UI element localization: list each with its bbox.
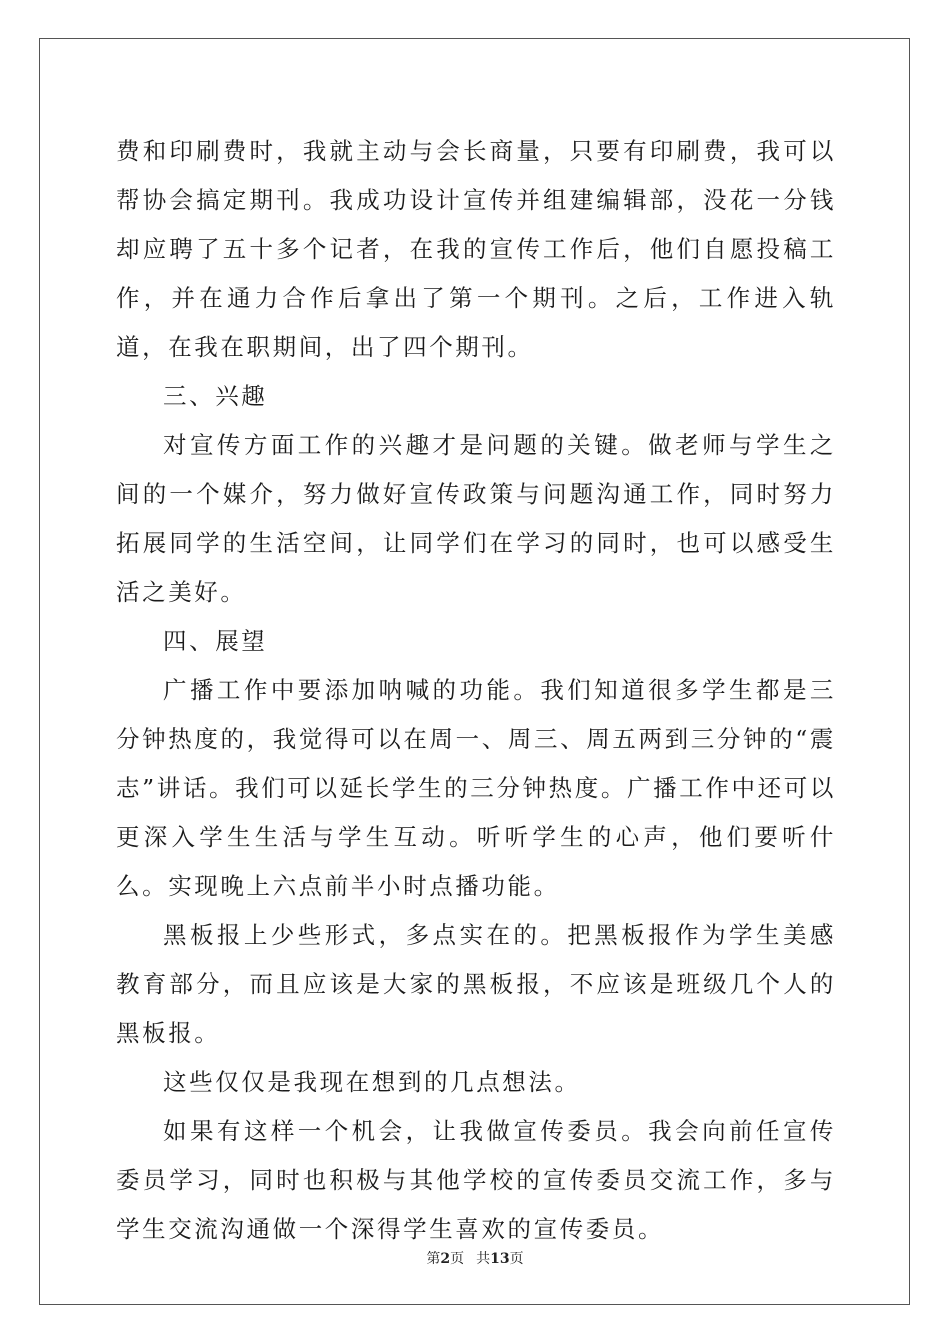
page-prefix: 第 [426, 1251, 441, 1267]
paragraph-blackboard: 黑板报上少些形式，多点实在的。把黑板报作为学生美感教育部分，而且应该是大家的黑板报，不应该是班级几个人的黑板报。 [116, 921, 836, 1047]
paragraph-thoughts: 这些仅仅是我现在想到的几点想法。 [163, 1068, 581, 1096]
document-body [116, 127, 836, 1254]
page-footer [0, 1248, 950, 1268]
page-number: 2 [440, 1251, 451, 1267]
paragraph-closing: 如果有这样一个机会，让我做宣传委员。我会向前任宣传委员学习，同时也积极与其他学校的宣传委员交流工作，多与学生交流沟通做一个深得学生喜欢的宣传委员。 [116, 1117, 836, 1243]
section-heading-outlook: 四、展望 [163, 627, 268, 655]
paragraph-interest: 对宣传方面工作的兴趣才是问题的关键。做老师与学生之间的一个媒介，努力做好宣传政策与问题沟通工作，同时努力拓展同学的生活空间，让同学们在学习的同时，也可以感受生活之美好。 [116, 431, 836, 606]
total-prefix: 共 [476, 1251, 491, 1267]
page-unit: 页 [450, 1251, 465, 1267]
section-heading-interest: 三、兴趣 [163, 382, 268, 410]
total-pages: 13 [490, 1251, 510, 1267]
paragraph-broadcast: 广播工作中要添加呐喊的功能。我们知道很多学生都是三分钟热度的，我觉得可以在周一、周三、周五两到三分钟的“震志”讲话。我们可以延长学生的三分钟热度。广播工作中还可以更深入学生生活与学生互动。听听学生的心声，他们要听什么。实现晚上六点前半小时点播功能。 [116, 676, 836, 900]
paragraph-continued: 费和印刷费时，我就主动与会长商量，只要有印刷费，我可以帮协会搞定期刊。我成功设计宣传并组建编辑部，没花一分钱却应聘了五十多个记者，在我的宣传工作后，他们自愿投稿工作，并在通力合作后拿出了第一个期刊。之后，工作进入轨道，在我在职期间，出了四个期刊。 [116, 137, 836, 361]
total-unit: 页 [509, 1251, 524, 1267]
